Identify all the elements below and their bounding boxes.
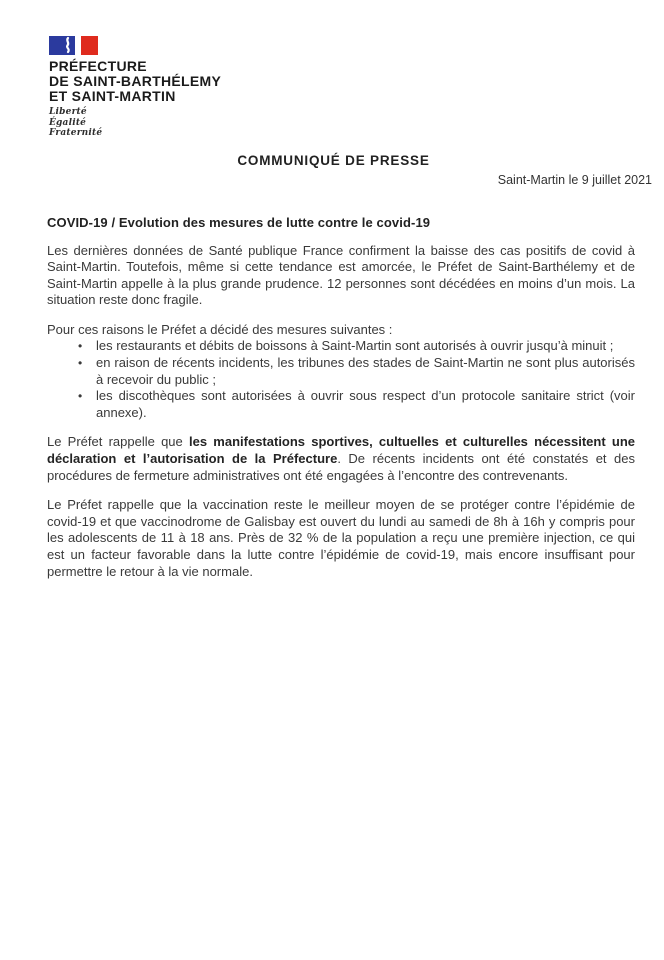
headline: COVID-19 / Evolution des mesures de lutte contre le covid-19 — [47, 214, 431, 230]
prefecture-name-line: PRÉFECTURE — [49, 58, 147, 74]
republic-motto — [49, 107, 635, 139]
flag-red-stripe — [81, 36, 98, 55]
document-type-title: COMMUNIQUÉ DE PRESSE — [237, 152, 430, 168]
dateline: Saint-Martin le 9 juillet 2021 — [497, 172, 652, 187]
bullet-icon: • — [78, 389, 83, 404]
motto-line: Fraternité — [49, 128, 103, 138]
prefecture-logo-block — [49, 36, 635, 139]
measures-list — [47, 338, 635, 421]
press-release-body — [47, 215, 635, 581]
paragraph-declarations — [47, 434, 635, 484]
prefecture-name-line: ET SAINT-MARTIN — [49, 88, 176, 104]
paragraph-text: . De récents incidents ont été constatés et des procédures de fermeture administratives ont été engagées à l’encontre des contrevenants. — [47, 451, 635, 483]
motto-line: Égalité — [49, 117, 87, 128]
paragraph-vaccination: Le Préfet rappelle que la vaccination reste le meilleur moyen de se protéger contre l’épidémie de covid-19 et que vaccinodrome de Galisbay est ouvert du lundi au samedi de 8h à 16h y compris pour les adolescents de 11 à 18 ans. Près de 32 % de la population a reçu une première injection, ce qui est un facteur favorable dans la lutte contre l’épidémie de covid-19, mais encore insuffisant pour permettre le retour à la vie normale. — [47, 497, 635, 579]
list-item-text: les discothèques sont autorisées à ouvrir sous respect d’un protocole sanitaire strict (voir annexe). — [96, 388, 635, 420]
paragraph-text: Le Préfet rappelle que — [47, 434, 189, 450]
paragraph-bold-text: les manifestations sportives, cultuelles et culturelles nécessitent une déclaration et l’autorisation de la Préfecture — [47, 434, 635, 467]
prefecture-name — [49, 59, 635, 104]
list-item-discotheques — [47, 388, 635, 421]
motto-line: Liberté — [49, 107, 87, 117]
prefecture-name-line: DE SAINT-BARTHÉLEMY — [49, 73, 222, 89]
paragraph-cases-update: Les dernières données de Santé publique France confirment la baisse des cas positifs de covid à Saint-Martin. Toutefois, même si cette tendance est amorcée, le Préfet de Saint-Barthélemy et de Saint-Martin appelle à la plus grande prudence. 12 personnes sont décédées en moins d’un mois. La situation reste donc fragile. — [47, 242, 635, 308]
bullet-icon: • — [78, 339, 83, 354]
list-item-restaurants — [47, 338, 635, 355]
bullet-icon: • — [78, 356, 83, 371]
list-item-text: en raison de récents incidents, les tribunes des stades de Saint-Martin ne sont plus autorisés à recevoir du public ; — [96, 355, 635, 387]
list-item-stades — [47, 355, 635, 388]
list-item-text: les restaurants et débits de boissons à Saint-Martin sont autorisés à ouvrir jusqu’à minuit ; — [96, 338, 614, 354]
french-flag-icon — [49, 36, 98, 55]
measures-intro: Pour ces raisons le Préfet a décidé des mesures suivantes : — [47, 321, 393, 337]
flag-blue-stripe — [49, 36, 75, 55]
marianne-silhouette-icon — [62, 36, 74, 55]
